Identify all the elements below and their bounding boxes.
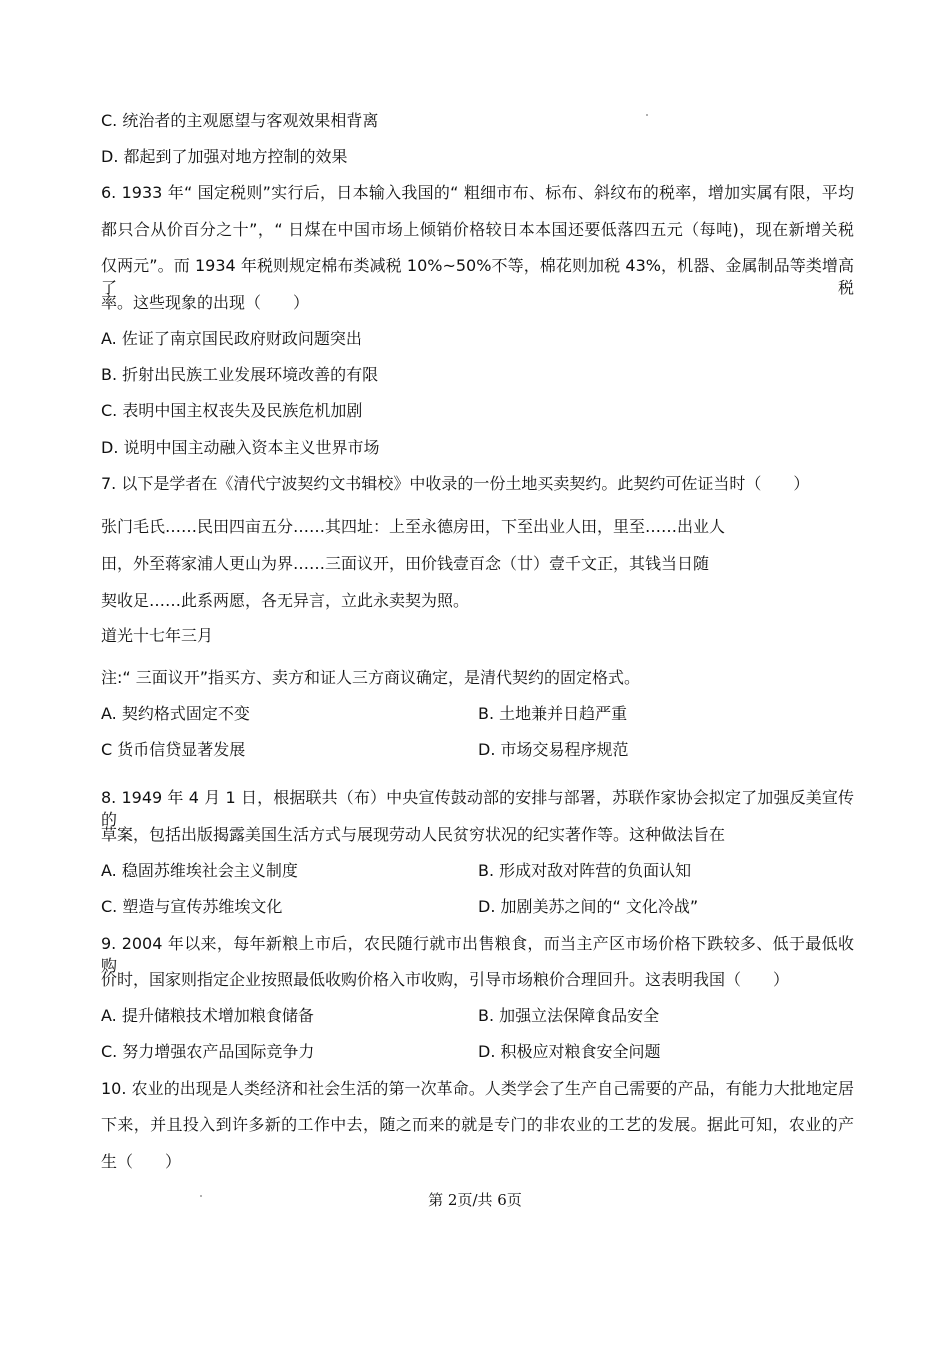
q8-stem-line-1: 8. 1949 年 4 月 1 日，根据联共（布）中央宣传鼓动部的安排与部署，苏联作家协会拟定了加强反美宣传的 <box>101 788 854 829</box>
q9-option-d: D. 积极应对粮食安全问题 <box>478 1042 661 1061</box>
scan-mark <box>646 114 648 116</box>
q7-contract-line-3: 契收足……此系两愿，各无异言，立此永卖契为照。 <box>101 591 470 610</box>
q9-option-c: C. 努力增强农产品国际竞争力 <box>101 1042 315 1061</box>
q5-option-c: C. 统治者的主观愿望与客观效果相背离 <box>101 111 379 130</box>
q6-option-d: D. 说明中国主动融入资本主义世界市场 <box>101 438 380 457</box>
page-number: 第 2页/共 6页 <box>428 1191 522 1209</box>
q7-stem: 7. 以下是学者在《清代宁波契约文书辑校》中收录的一份土地买卖契约。此契约可佐证当时（ ） <box>101 474 810 493</box>
q7-contract-line-1: 张门毛氏……民田四亩五分……其四址：上至永德房田，下至出业人田，里至……出业人 <box>101 517 726 536</box>
q7-contract-line-2: 田，外至蒋家浦人更山为界……三面议开，田价钱壹百念（廿）壹千文正，其钱当日随 <box>101 554 710 573</box>
q7-option-b: B. 土地兼并日趋严重 <box>478 704 628 723</box>
q6-option-b: B. 折射出民族工业发展环境改善的有限 <box>101 365 379 384</box>
q8-option-a: A. 稳固苏维埃社会主义制度 <box>101 861 298 880</box>
q8-option-c: C. 塑造与宣传苏维埃文化 <box>101 897 283 916</box>
q8-option-b: B. 形成对敌对阵营的负面认知 <box>478 861 692 880</box>
q10-stem-line-1: 10. 农业的出现是人类经济和社会生活的第一次革命。人类学会了生产自己需要的产品，有能力大批地定居 <box>101 1079 854 1098</box>
q9-stem-line-1: 9. 2004 年以来，每年新粮上市后，农民随行就市出售粮食，而当主产区市场价格下跌较多、低于最低收购 <box>101 934 854 975</box>
q7-option-a: A. 契约格式固定不变 <box>101 704 250 723</box>
q6-option-a: A. 佐证了南京国民政府财政问题突出 <box>101 329 362 348</box>
q10-stem-line-2: 下来，并且投入到许多新的工作中去，随之而来的就是专门的非农业的工艺的发展。据此可知，农业的产 <box>101 1115 854 1134</box>
q7-option-d: D. 市场交易程序规范 <box>478 740 629 759</box>
q8-stem-line-2: 草案，包括出版揭露美国生活方式与展现劳动人民贫穷状况的纪实著作等。这种做法旨在 <box>101 825 726 844</box>
q6-option-c: C. 表明中国主权丧失及民族危机加剧 <box>101 401 363 420</box>
q6-stem-line-4: 率。这些现象的出现（ ） <box>101 293 310 312</box>
q7-contract-date: 道光十七年三月 <box>101 626 214 645</box>
q7-option-c: C 货币信贷显著发展 <box>101 740 246 759</box>
q6-stem-line-1: 6. 1933 年“ 国定税则”实行后，日本输入我国的“ 粗细市布、标布、斜纹布的税率，增加实属有限，平均 <box>101 183 854 202</box>
q9-stem-line-2: 价时，国家则指定企业按照最低收购价格入市收购，引导市场粮价合理回升。这表明我国（ ） <box>101 970 790 989</box>
q7-note: 注:“ 三面议开”指买方、卖方和证人三方商议确定，是清代契约的固定格式。 <box>101 668 641 687</box>
q6-stem-line-3: 仅两元”。而 1934 年税则规定棉布类减税 10%~50%不等，棉花则加税 43%，机器、金属制品等类增高了税 <box>101 256 854 297</box>
q9-option-a: A. 提升储粮技术增加粮食储备 <box>101 1006 314 1025</box>
q9-option-b: B. 加强立法保障食品安全 <box>478 1006 660 1025</box>
q6-stem-line-2: 都只合从价百分之十”，“ 日煤在中国市场上倾销价格较日本本国还要低落四五元（每吨)，现在新增关税 <box>101 220 854 239</box>
q5-option-d: D. 都起到了加强对地方控制的效果 <box>101 147 348 166</box>
q10-stem-line-3: 生（ ） <box>101 1152 182 1171</box>
q8-option-d: D. 加剧美苏之间的“ 文化冷战” <box>478 897 699 916</box>
